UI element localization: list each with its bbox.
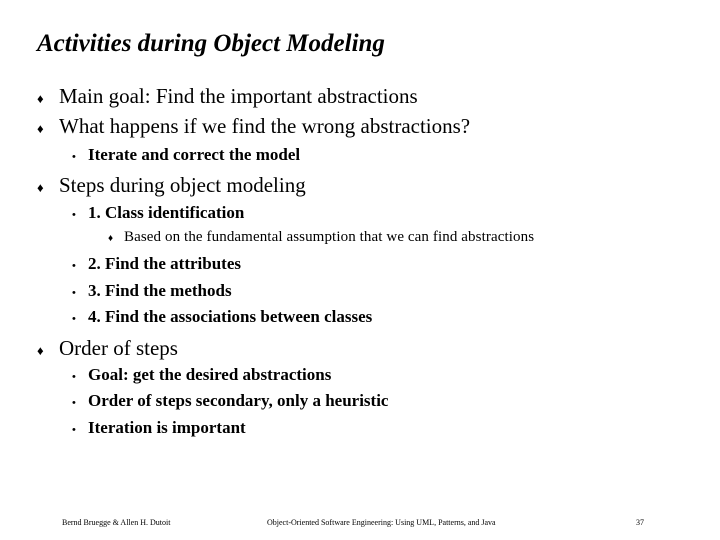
sub-bullet-associations: [72, 307, 372, 327]
bullet-text: Order of steps secondary, only a heuristic: [88, 391, 389, 410]
bullet-text: Main goal: Find the important abstractions: [59, 84, 418, 108]
sub-bullet-iterate: [72, 145, 300, 165]
footer-book-title: Object-Oriented Software Engineering: Using UML, Patterns, and Java: [267, 518, 496, 527]
diamond-bullet-icon: ♦: [37, 121, 44, 136]
sub-bullet-goal: [72, 365, 331, 385]
diamond-bullet-icon: ♦: [108, 233, 114, 244]
bullet-text: 4. Find the associations between classes: [88, 307, 373, 326]
slide-title: Activities during Object Modeling: [37, 30, 385, 57]
footer-authors: Bernd Bruegge & Allen H. Dutoit: [62, 518, 171, 527]
bullet-steps: [37, 173, 306, 198]
footer-page-number: 37: [636, 518, 644, 527]
diamond-bullet-icon: ♦: [37, 91, 44, 106]
bullet-text: Goal: get the desired abstractions: [88, 365, 332, 384]
bullet-order-of-steps: [37, 336, 178, 361]
sub-bullet-heuristic: [72, 391, 388, 411]
bullet-text: Iteration is important: [88, 418, 246, 437]
bullet-text: Based on the fundamental assumption that we can find abstractions: [124, 229, 535, 245]
diamond-bullet-icon: ♦: [37, 343, 44, 358]
square-bullet-icon: •: [72, 313, 76, 325]
bullet-text: 2. Find the attributes: [88, 254, 241, 273]
square-bullet-icon: •: [72, 287, 76, 299]
bullet-main-goal: [37, 84, 418, 109]
bullet-wrong-abstractions: [37, 114, 470, 139]
sub-bullet-attributes: [72, 254, 241, 274]
bullet-text: Steps during object modeling: [59, 173, 306, 197]
bullet-text: Order of steps: [59, 336, 178, 360]
sub-bullet-methods: [72, 281, 232, 301]
bullet-text: 3. Find the methods: [88, 281, 232, 300]
square-bullet-icon: •: [72, 424, 76, 436]
square-bullet-icon: •: [72, 209, 76, 221]
title-divider: [37, 66, 687, 67]
sub-sub-bullet-assumption: [108, 229, 534, 246]
square-bullet-icon: •: [72, 397, 76, 409]
diamond-bullet-icon: ♦: [37, 180, 44, 195]
bullet-text: 1. Class identification: [88, 203, 245, 222]
square-bullet-icon: •: [72, 260, 76, 272]
bullet-text: What happens if we find the wrong abstractions?: [59, 114, 471, 138]
square-bullet-icon: •: [72, 371, 76, 383]
sub-bullet-class-identification: [72, 203, 244, 223]
bullet-text: Iterate and correct the model: [88, 145, 301, 164]
sub-bullet-iteration: [72, 418, 246, 438]
square-bullet-icon: •: [72, 151, 76, 163]
